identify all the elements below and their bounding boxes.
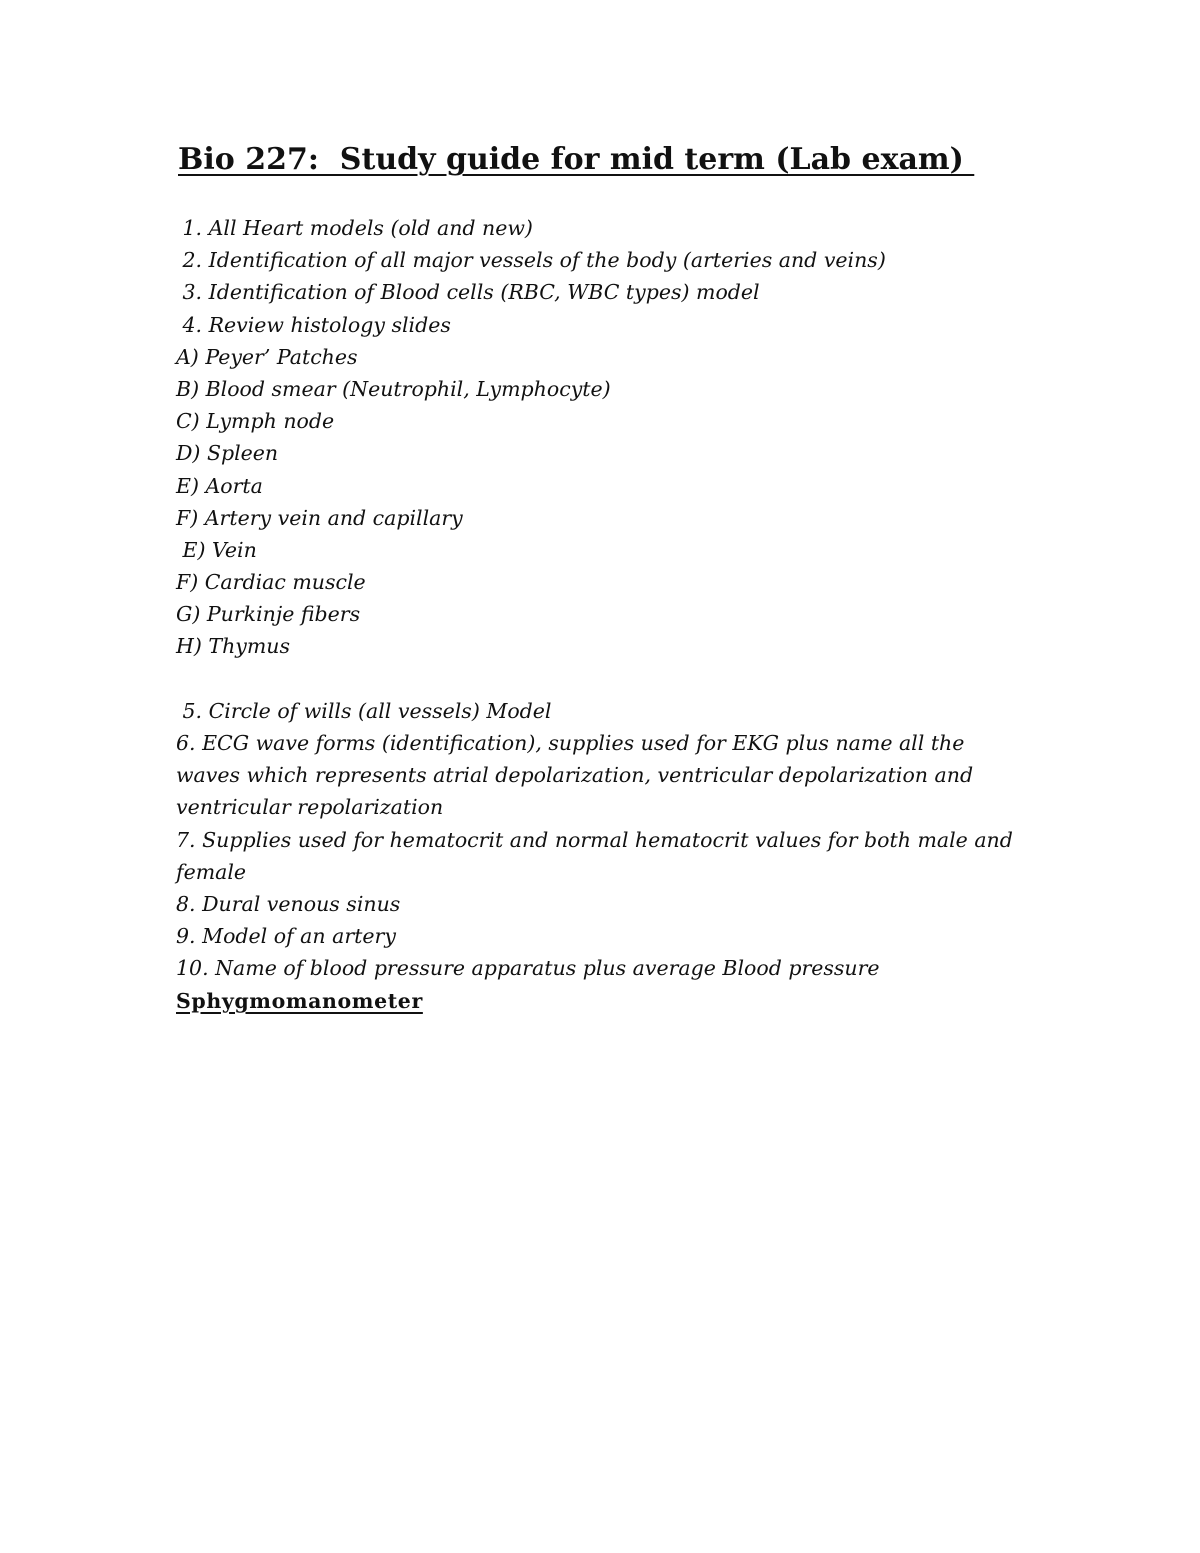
list-item: 3. Identification of Blood cells (RBC, WBC types) model [176,280,760,305]
histology-item: E) Aorta [176,473,263,498]
answer-text: Sphygmomanometer [176,988,423,1013]
histology-item: E) Vein [176,537,257,562]
list-item: 5. Circle of wills (all vessels) Model [176,698,552,723]
list-item: 4. Review histology slides [176,312,451,337]
histology-item: B) Blood smear (Neutrophil, Lymphocyte) [176,376,611,401]
answer-line [176,985,1016,1017]
list-item: 2. Identification of all major vessels of the body (arteries and veins) [176,248,886,273]
histology-item: A) Peyer’ Patches [176,344,358,369]
histology-item: C) Lymph node [176,409,335,434]
list-item: 10. Name of blood pressure apparatus plus average Blood pressure [176,956,880,981]
histology-item: G) Purkinje fibers [176,602,361,627]
page-title: Bio 227: Study guide for mid term (Lab exam) [178,142,975,177]
list-item: 1. All Heart models (old and new) [176,216,533,240]
histology-item: D) Spleen [176,441,279,466]
list-item: 8. Dural venous sinus [176,892,401,917]
histology-item: F) Cardiac muscle [176,570,366,595]
spacer [176,663,1016,695]
histology-item: H) Thymus [176,634,291,659]
study-guide-list [176,212,1016,1017]
list-item: 7. Supplies used for hematocrit and normal hematocrit values for both male and female [176,827,1013,884]
list-item: 9. Model of an artery [176,924,396,949]
histology-item: F) Artery vein and capillary [176,505,463,530]
list-item: 6. ECG wave forms (identification), supplies used for EKG plus name all the waves which represents atrial depolarization, ventricular depolarization and ventricular repolarization [176,731,974,820]
